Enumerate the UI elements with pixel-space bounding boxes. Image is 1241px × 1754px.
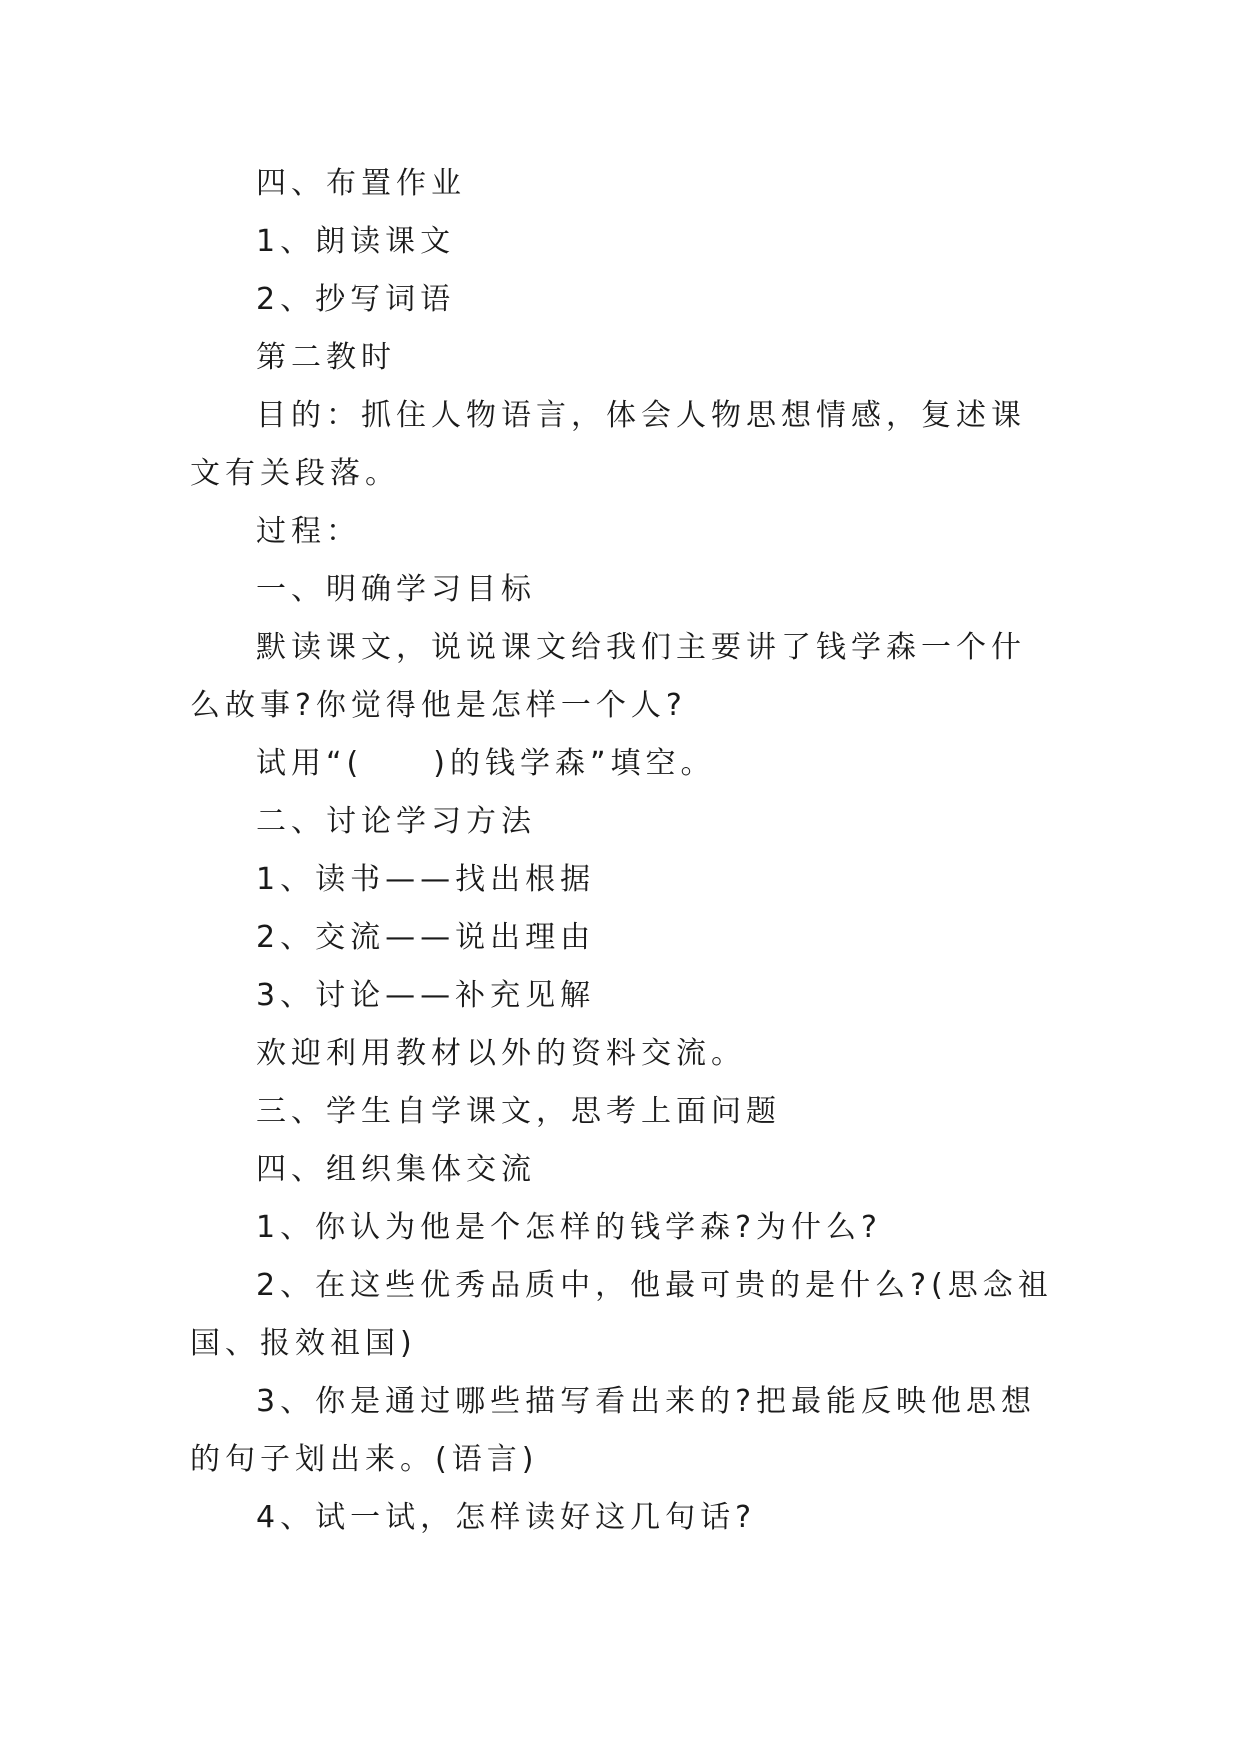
paragraph-welcome-materials: 欢迎利用教材以外的资料交流。 xyxy=(256,1036,746,1071)
paragraph-method-read: 1、读书——找出根据 xyxy=(256,862,596,897)
paragraph-copy-words: 2、抄写词语 xyxy=(256,282,456,317)
paragraph-fill-blank: 试用“( )的钱学森”填空。 xyxy=(256,746,716,781)
paragraph-second-lesson: 第二教时 xyxy=(256,340,396,375)
document-body xyxy=(190,155,1060,1547)
paragraph-read-aloud: 1、朗读课文 xyxy=(256,224,456,259)
paragraph-method-exchange: 2、交流——说出理由 xyxy=(256,920,596,955)
paragraph-assign-homework-heading: 四、布置作业 xyxy=(256,166,466,201)
paragraph-question-2: 2、在这些优秀品质中，他最可贵的是什么?(思念祖国、报效祖国) xyxy=(190,1268,1053,1361)
paragraph-group-exchange-heading: 四、组织集体交流 xyxy=(256,1152,536,1187)
paragraph-clarify-goals-heading: 一、明确学习目标 xyxy=(256,572,536,607)
paragraph-question-3: 3、你是通过哪些描写看出来的?把最能反映他思想的句子划出来。(语言) xyxy=(190,1384,1037,1477)
paragraph-objective: 目的：抓住人物语言，体会人物思想情感，复述课文有关段落。 xyxy=(190,398,1026,491)
paragraph-self-study-heading: 三、学生自学课文，思考上面问题 xyxy=(256,1094,781,1129)
paragraph-discuss-methods-heading: 二、讨论学习方法 xyxy=(256,804,536,839)
paragraph-question-4: 4、试一试，怎样读好这几句话? xyxy=(256,1500,757,1535)
paragraph-method-discuss: 3、讨论——补充见解 xyxy=(256,978,596,1013)
paragraph-process: 过程： xyxy=(256,514,361,549)
paragraph-silent-reading: 默读课文，说说课文给我们主要讲了钱学森一个什么故事?你觉得他是怎样一个人? xyxy=(190,630,1026,723)
paragraph-question-1: 1、你认为他是个怎样的钱学森?为什么? xyxy=(256,1210,882,1245)
